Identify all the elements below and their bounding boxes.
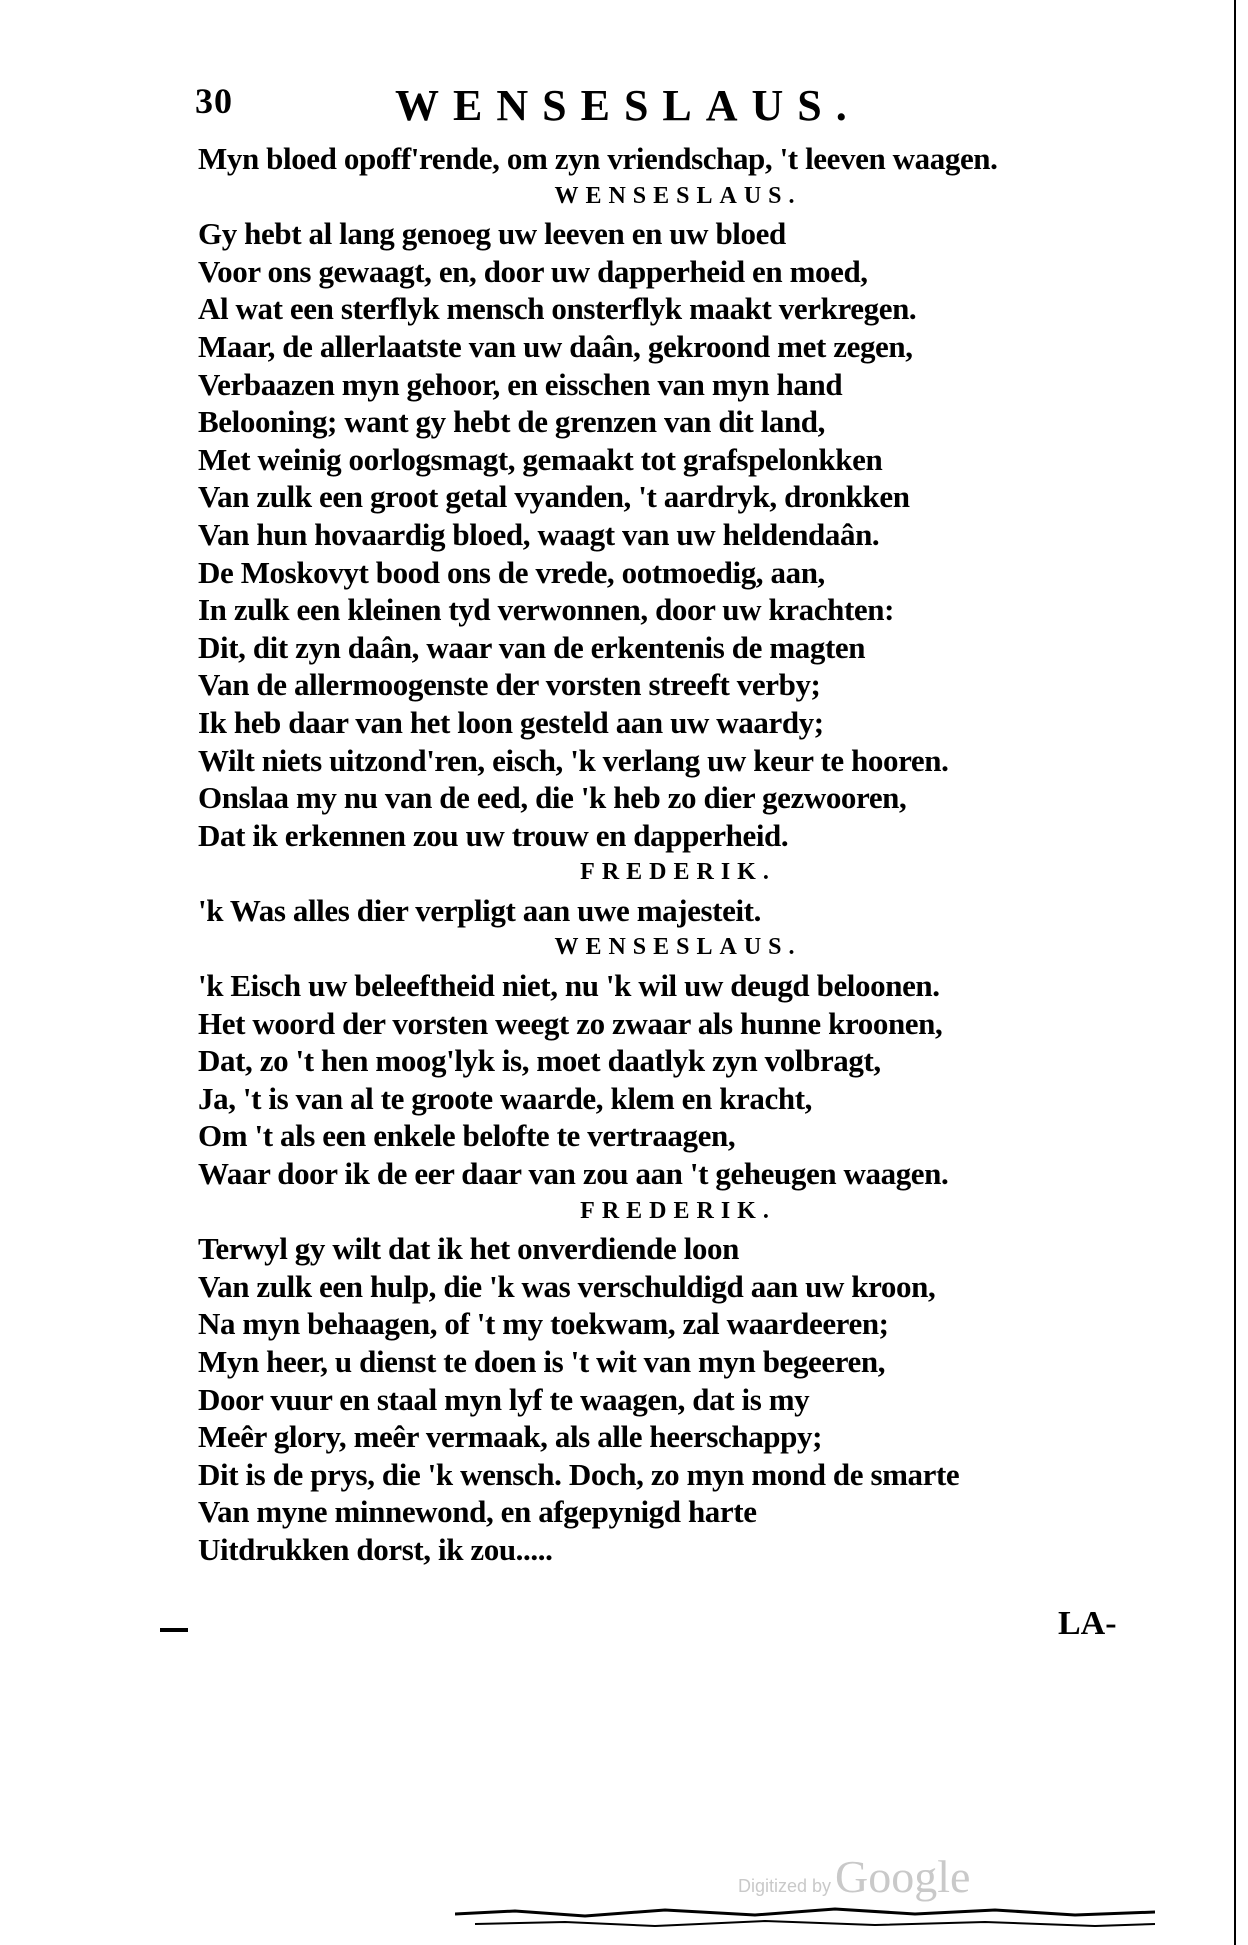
verse-line: Belooning; want gy hebt de grenzen van dit land, bbox=[198, 404, 826, 440]
speaker-name: WENSESLAUS. bbox=[554, 182, 802, 209]
verse-line: Maar, de allerlaatste van uw daân, gekroond met zegen, bbox=[198, 328, 913, 364]
speaker-name: FREDERIK. bbox=[580, 1197, 776, 1224]
speaker-name: WENSESLAUS. bbox=[554, 934, 802, 961]
verse-line: Verbaazen myn gehoor, en eisschen van myn hand bbox=[198, 366, 843, 402]
verse-line: Dat ik erkennen zou uw trouw en dapperheid. bbox=[198, 817, 789, 853]
verse-line: Al wat een sterflyk mensch onsterflyk maakt verkregen. bbox=[198, 291, 917, 327]
verse-line: Van zulk een hulp, die 'k was verschuldigd aan uw kroon, bbox=[198, 1268, 936, 1304]
verse-line: Door vuur en staal myn lyf te waagen, dat is my bbox=[198, 1381, 810, 1417]
digitization-watermark bbox=[738, 1850, 970, 1903]
verse-line: Dat, zo 't hen moog'lyk is, moet daatlyk zyn volbragt, bbox=[198, 1043, 881, 1079]
verse-line: Na myn behaagen, of 't my toekwam, zal waardeeren; bbox=[198, 1306, 889, 1342]
verse-line: Van de allermoogenste der vorsten streeft verby; bbox=[198, 667, 821, 703]
verse-line: Ik heb daar van het loon gesteld aan uw waardy; bbox=[198, 704, 824, 740]
verse-line: Waar door ik de eer daar van zou aan 't geheugen waagen. bbox=[198, 1156, 949, 1192]
verse-line: Terwyl gy wilt dat ik het onverdiende loon bbox=[198, 1231, 739, 1267]
verse-line: Met weinig oorlogsmagt, gemaakt tot grafspelonkken bbox=[198, 441, 883, 477]
running-title: WENSESLAUS. bbox=[395, 81, 861, 130]
verse-line: De Moskovyt bood ons de vrede, ootmoedig, aan, bbox=[198, 554, 825, 590]
verse-line: Onslaa my nu van de eed, die 'k heb zo dier gezwooren, bbox=[198, 780, 907, 816]
verse-line: In zulk een kleinen tyd verwonnen, door uw krachten: bbox=[198, 592, 894, 628]
verse-line: Voor ons gewaagt, en, door uw dapperheid en moed, bbox=[198, 253, 868, 289]
page-header bbox=[195, 80, 1155, 130]
verse-line: Van myne minnewond, en afgepynigd harte bbox=[198, 1494, 757, 1530]
verse-line: Ja, 't is van al te groote waarde, klem en kracht, bbox=[198, 1080, 812, 1116]
verse-line: 'k Was alles dier verpligt aan uwe majesteit. bbox=[198, 892, 761, 928]
verse-line: Dit, dit zyn daân, waar van de erkentenis de magten bbox=[198, 629, 866, 665]
speaker-name: FREDERIK. bbox=[580, 859, 776, 886]
verse-line: Dit is de prys, die 'k wensch. Doch, zo myn mond de smarte bbox=[198, 1456, 960, 1492]
verse-text-block bbox=[198, 140, 1138, 1569]
verse-line: Myn heer, u dienst te doen is 't wit van myn begeeren, bbox=[198, 1344, 886, 1379]
verse-line: Het woord der vorsten weegt zo zwaar als hunne kroonen, bbox=[198, 1005, 943, 1041]
verse-line: Gy hebt al lang genoeg uw leeven en uw bloed bbox=[198, 216, 786, 252]
ink-mark bbox=[160, 1628, 188, 1632]
verse-line: Meêr glory, meêr vermaak, als alle heerschappy; bbox=[198, 1419, 823, 1455]
verse-line: Wilt niets uitzond'ren, eisch, 'k verlang uw keur te hooren. bbox=[198, 742, 949, 778]
page-edge-line bbox=[1234, 0, 1236, 1945]
catchword: LA- bbox=[1058, 1605, 1117, 1642]
google-logo: Google bbox=[835, 1851, 971, 1902]
verse-line: Van hun hovaardig bloed, waagt van uw heldendaân. bbox=[198, 516, 880, 552]
verse-line: Om 't als een enkele belofte te vertraagen, bbox=[198, 1118, 736, 1154]
watermark-prefix: Digitized by bbox=[738, 1876, 832, 1896]
verse-line: Myn bloed opoff'rende, om zyn vriendschap, 't leeven waagen. bbox=[198, 141, 998, 176]
verse-line: 'k Eisch uw beleeftheid niet, nu 'k wil uw deugd beloonen. bbox=[198, 968, 940, 1004]
verse-line: Uitdrukken dorst, ik zou..... bbox=[198, 1531, 553, 1567]
verse-line: Van zulk een groot getal vyanden, 't aardryk, dronkken bbox=[198, 479, 910, 515]
page-number: 30 bbox=[195, 81, 233, 121]
torn-page-edge bbox=[455, 1900, 1155, 1932]
